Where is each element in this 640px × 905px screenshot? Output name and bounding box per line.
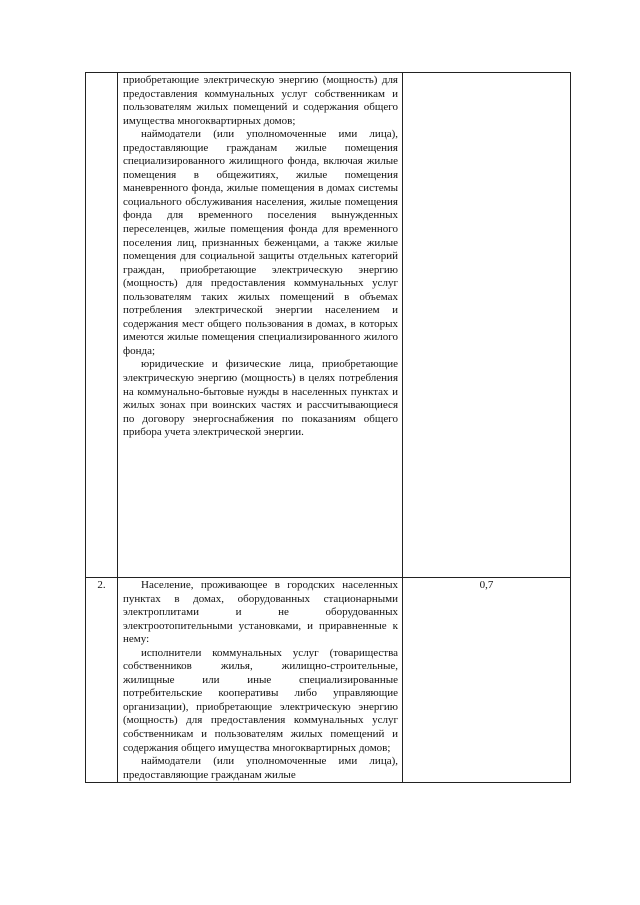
description-paragraph: исполнители коммунальных услуг (товарищества собственников жилья, жилищно-строительные, жилищные или иные специализированные потребительские кооперативы либо управляющие организации), приобретающие электрическую энергию (мощность) для предоставления коммунальных услуг собственникам и пользователям жилых помещений и содержания общего имущества многоквартирных домов; xyxy=(123,646,398,754)
description-paragraph: наймодатели (или уполномоченные ими лица), предоставляющие гражданам жилые xyxy=(123,755,398,781)
row-description-cell xyxy=(118,578,403,783)
row-value-cell: 0,7 xyxy=(403,578,571,783)
description-paragraph: юридические и физические лица, приобретающие электрическую энергию (мощность) в целях потребления на коммунально-бытовые нужды в населенных пунктах и жилых зонах при воинских частях и рассчитывающиеся по договору энергоснабжения по показаниям общего прибора учета электрической энергии. xyxy=(123,358,398,439)
description-paragraph: наймодатели (или уполномоченные ими лица), предоставляющие гражданам жилые помещения специализированного жилищного фонда, включая жилые помещения в общежитиях, жилые помещения маневренного фонда, жилые помещения в домах системы социального обслуживания населения, жилые помещения фонда для временного поселения вынужденных переселенцев, жилые помещения фонда для временного поселения лиц, признанных беженцами, а также жилые помещения для социальной защиты отдельных категорий граждан, приобретающие электрическую энергию (мощность) для предоставления коммунальных услуг пользователям таких жилых помещений в объемах потребления электрической энергии населением и содержания мест общего пользования в домах, в которых имеются жилые помещения специализированного жилого фонда; xyxy=(123,128,398,357)
description-paragraph: приобретающие электрическую энергию (мощность) для предоставления коммунальных услуг собственникам и пользователям жилых помещений и содержания общего имущества многоквартирных домов; xyxy=(123,74,398,127)
description-paragraph: Население, проживающее в городских населенных пунктах в домах, оборудованных стационарными электроплитами и не оборудованных электроотопительными установками, и приравненные к нему: xyxy=(123,579,398,646)
table-row xyxy=(86,73,571,578)
row-description-cell xyxy=(118,73,403,578)
table-row xyxy=(86,578,571,783)
row-number-cell: 2. xyxy=(86,578,118,783)
row-number-cell xyxy=(86,73,118,578)
row-value-cell xyxy=(403,73,571,578)
tariff-table xyxy=(85,72,571,783)
